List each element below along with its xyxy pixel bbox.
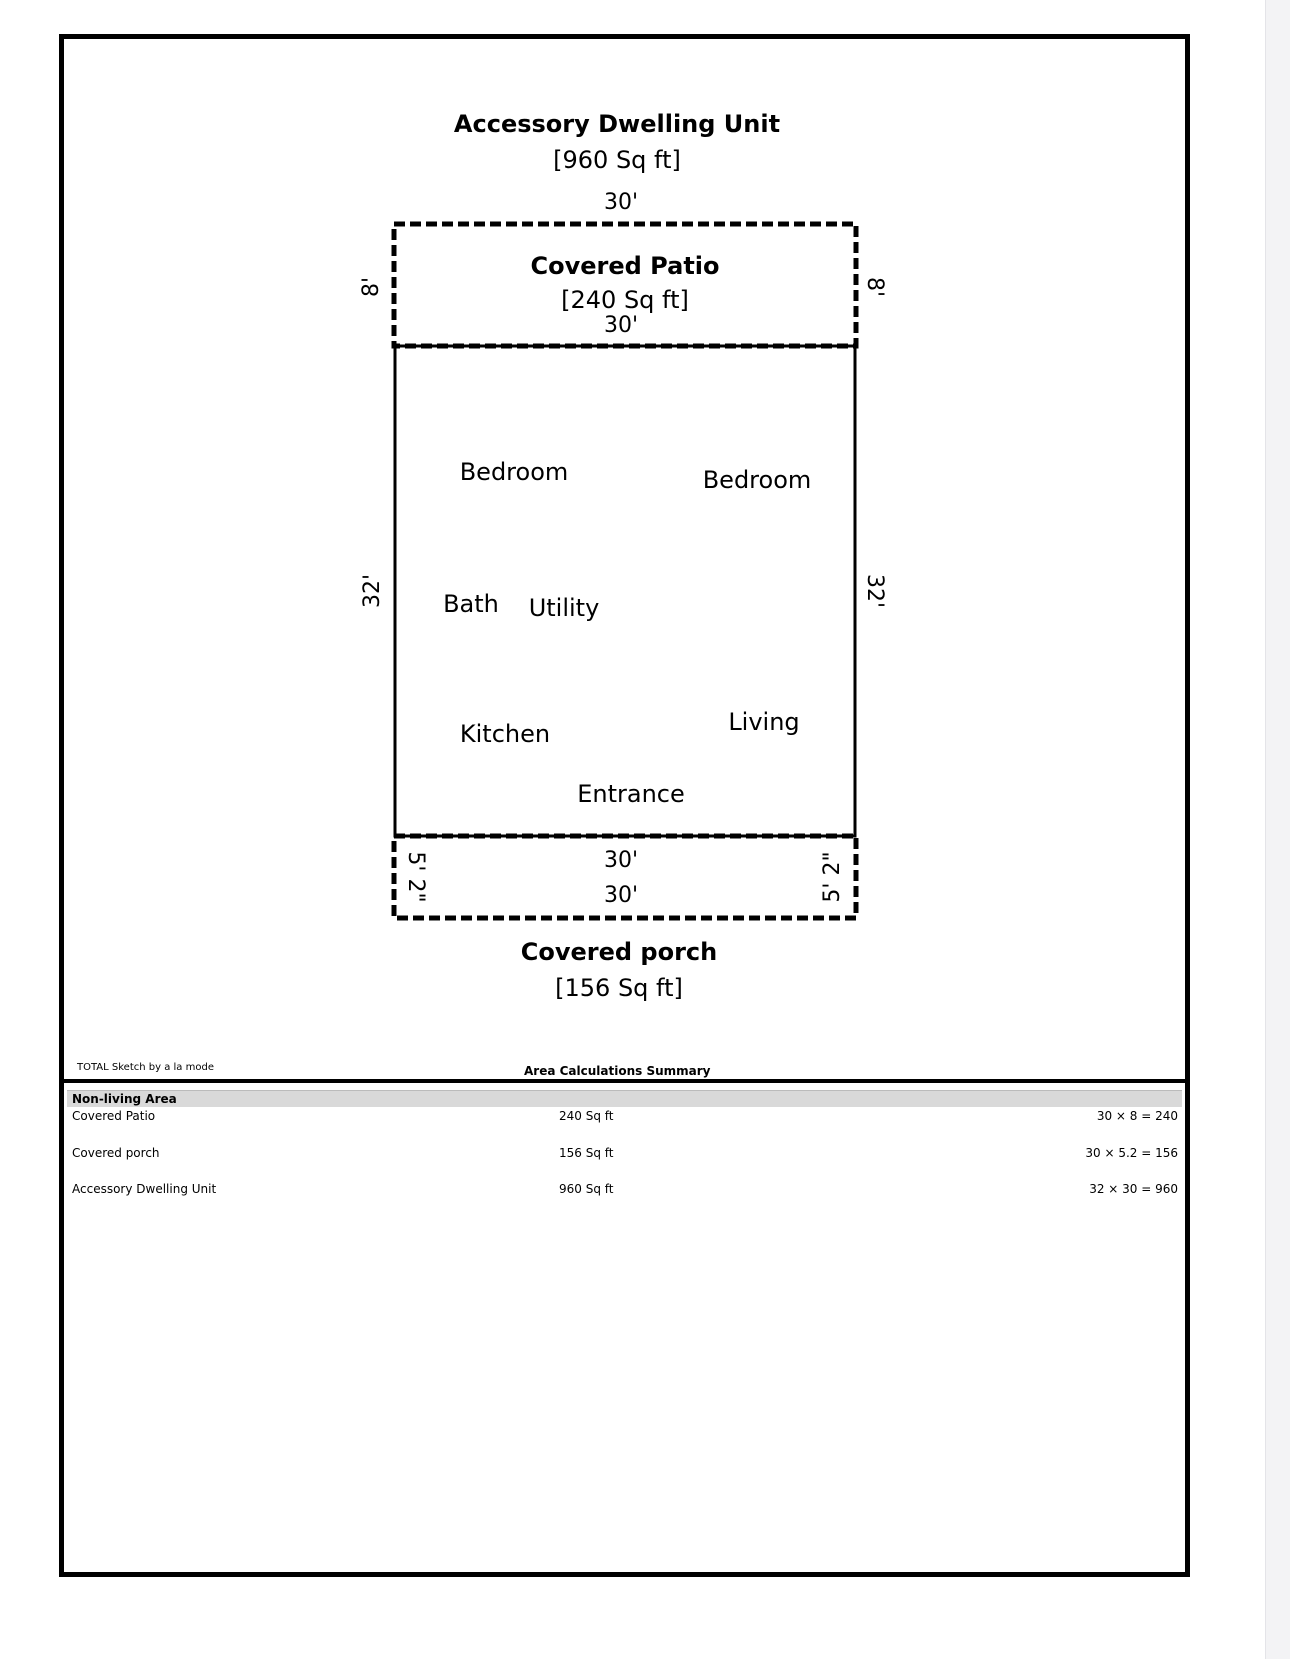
room-label-utility: Utility <box>528 594 600 622</box>
row-area: 156 Sq ft <box>559 1146 614 1160</box>
porch-area: [156 Sq ft] <box>555 974 683 1002</box>
porch-bottom-dimension: 30' <box>603 883 639 908</box>
section-header-label: Non-living Area <box>72 1092 177 1106</box>
section-header-non-living <box>67 1090 1182 1107</box>
room-label-bedroom-2: Bedroom <box>702 466 812 494</box>
sketch-title-area: [960 Sq ft] <box>553 146 681 174</box>
table-row <box>67 1182 1182 1198</box>
porch-left-dimension: 5' 2" <box>403 851 428 903</box>
porch-name: Covered porch <box>520 938 718 966</box>
row-name: Accessory Dwelling Unit <box>72 1182 217 1196</box>
row-name: Covered Patio <box>72 1109 156 1123</box>
patio-area: [240 Sq ft] <box>561 286 689 314</box>
room-label-entrance: Entrance <box>577 780 685 808</box>
row-name: Covered porch <box>72 1146 160 1160</box>
dwelling-left-dimension: 32' <box>360 573 385 609</box>
top-dimension: 30' <box>603 190 639 215</box>
table-row <box>67 1109 1182 1125</box>
patio-left-dimension: 8' <box>359 276 384 298</box>
summary-title: Area Calculations Summary <box>524 1064 711 1078</box>
summary-divider <box>59 1079 1190 1083</box>
patio-bottom-dimension: 30' <box>603 313 639 338</box>
software-credit: TOTAL Sketch by a la mode <box>77 1062 214 1073</box>
sketch-title: Accessory Dwelling Unit <box>453 110 781 138</box>
porch-top-dimension: 30' <box>603 848 639 873</box>
row-area: 960 Sq ft <box>559 1182 614 1196</box>
porch-right-dimension: 5' 2" <box>820 851 845 903</box>
row-area: 240 Sq ft <box>559 1109 614 1123</box>
row-calculation: 32 × 30 = 960 <box>1089 1182 1178 1196</box>
patio-name: Covered Patio <box>530 252 720 280</box>
patio-right-dimension: 8' <box>862 276 887 298</box>
room-label-bath: Bath <box>443 590 499 618</box>
room-label-living: Living <box>728 708 800 736</box>
table-row <box>67 1146 1182 1162</box>
room-label-kitchen: Kitchen <box>459 720 551 748</box>
room-label-bedroom-1: Bedroom <box>459 458 569 486</box>
row-calculation: 30 × 5.2 = 156 <box>1085 1146 1178 1160</box>
row-calculation: 30 × 8 = 240 <box>1096 1109 1178 1123</box>
dwelling-right-dimension: 32' <box>862 573 887 609</box>
